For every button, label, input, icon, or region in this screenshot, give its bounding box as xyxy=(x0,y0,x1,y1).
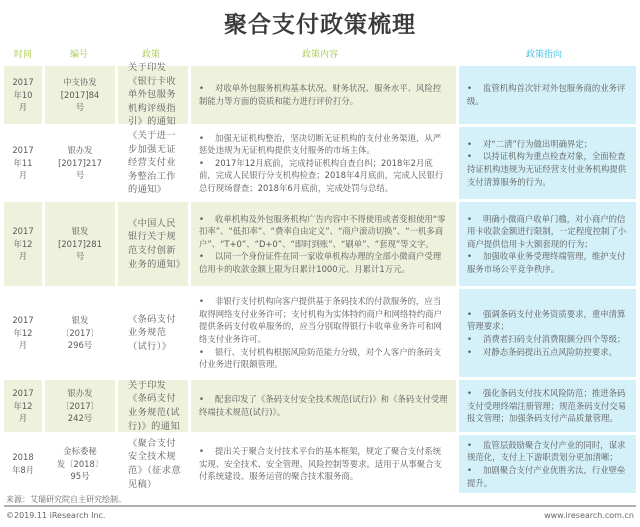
header-content: 政策内容 xyxy=(301,50,338,60)
time-cell xyxy=(4,380,42,432)
time-line: 月 xyxy=(18,340,28,351)
bullet-icon: • xyxy=(467,138,472,149)
content-bullet xyxy=(199,132,448,157)
table-row xyxy=(4,380,636,432)
source-note: 来源：艾瑞研究院自主研究绘制。 xyxy=(6,495,126,504)
time-cell xyxy=(4,289,42,377)
content-cell xyxy=(191,289,456,377)
time-line: 年12 xyxy=(13,327,33,338)
bullet-icon: • xyxy=(199,296,204,307)
content-bullet xyxy=(199,157,448,195)
policy-cell: 关于印发《条码支付业务规范(试行)》的通知 xyxy=(118,380,188,432)
policy-cell: 关于印发《银行卡收单外包服务机构评级指引》的通知 xyxy=(118,66,188,124)
number-line: 号 xyxy=(75,102,85,113)
guide-bullet xyxy=(467,308,628,333)
table-row xyxy=(4,202,636,286)
time-cell xyxy=(4,66,42,124)
bullet-icon: • xyxy=(467,213,472,224)
guide-bullet xyxy=(467,387,628,425)
time-line: 2017 xyxy=(12,388,34,399)
bullet-icon: • xyxy=(467,251,472,262)
bullet-icon: • xyxy=(467,465,472,475)
number-line: 〔2017〕 xyxy=(60,400,100,411)
table-row xyxy=(4,435,636,493)
guide-bullet xyxy=(467,213,628,251)
bullet-icon: • xyxy=(467,83,472,94)
header-policy: 政策 xyxy=(141,50,160,60)
number-line: [2017]217 xyxy=(58,157,102,168)
guide-cell xyxy=(459,66,636,124)
guide-text: 加剧聚合支付产业优胜劣汰，行业壁垒提升。 xyxy=(467,465,626,488)
time-line: 2018 xyxy=(12,452,34,463)
content-bullet xyxy=(199,346,448,371)
bullet-icon: • xyxy=(467,388,472,399)
number-cell xyxy=(45,66,115,124)
content-cell xyxy=(191,380,456,432)
time-line: 年11 xyxy=(13,157,33,168)
bullet-icon: • xyxy=(199,251,204,262)
number-line: 银发 xyxy=(71,315,89,326)
content-bullet xyxy=(199,445,448,483)
bullet-icon: • xyxy=(467,439,472,450)
guide-text: 监管机构首次针对外包服务商的业务评级。 xyxy=(467,83,626,106)
table-row xyxy=(4,289,636,377)
time-line: 月 xyxy=(18,102,28,113)
guide-cell xyxy=(459,289,636,377)
guide-bullet xyxy=(467,439,628,464)
content-text: 提出关于聚合支付技术平台的基本框架，规定了聚合支付系统实现、安全技术、安全管理、风险控制等要求。适用于从事聚合支付系统建设、服务运营的聚合技术服务商。 xyxy=(199,446,442,482)
number-cell xyxy=(45,202,115,286)
content-bullet xyxy=(199,295,448,345)
guide-text: 以持证机构为重点检查对象，全面检查持证机构违规为无证经营支付业务机构提供支付清算服务的行为。 xyxy=(467,151,627,187)
guide-cell xyxy=(459,380,636,432)
number-line: 银发 xyxy=(71,226,89,237)
guide-cell xyxy=(459,202,636,286)
content-cell xyxy=(191,202,456,286)
number-line: 中支协发 xyxy=(63,77,97,88)
number-line: 发〔2018〕 xyxy=(56,458,104,469)
content-text: 收单机构及外包服务机构广告内容中不得使用或者变相使用“零扣率”、“低扣率”、“费率自由定义”、“商户滚动切换”、“一机多商户”、“T+0”、“D+0”、“即时到账”、“刷单”、“套现”等文字。 xyxy=(199,213,446,249)
number-line: 号 xyxy=(75,170,85,181)
number-line: 银办发 xyxy=(67,388,93,399)
time-line: 年12 xyxy=(13,400,33,411)
number-line: 95号 xyxy=(70,471,90,482)
policy-cell: 《中国人民银行关于规范支付创新业务的通知》 xyxy=(118,202,188,286)
content-text: 以同一个身份证件在同一家收单机构办理的全部小微商户受理信用卡的收款金额上限为日累计1000元、月累计1万元。 xyxy=(199,251,442,274)
number-line: 金标委秘 xyxy=(63,446,97,457)
guide-bullet xyxy=(467,250,628,275)
table-row xyxy=(4,62,636,128)
policy-cell: 《关于进一步加强无证经营支付业务整治工作的通知》 xyxy=(118,127,188,199)
time-cell xyxy=(4,435,42,493)
content-text: 配套印发了《条码支付安全技术规范(试行)》和《条码支付受理终端技术规范(试行)》。 xyxy=(199,394,448,417)
content-bullet xyxy=(199,250,448,275)
content-cell xyxy=(191,435,456,493)
policy-cell: 《聚合支付安全技术规范》（征求意见稿） xyxy=(118,435,188,493)
guide-text: 消费者扫码支付消费限额分四个等级； xyxy=(483,334,626,344)
guide-text: 监管层鼓励聚合支付产业的同时，谋求规范化，支付上下游职责划分更加清晰； xyxy=(467,439,626,463)
guide-bullet xyxy=(467,150,628,188)
number-line: 号 xyxy=(75,251,85,262)
guide-text: 对静态条码提出五点风险防控要求。 xyxy=(483,346,617,357)
guide-cell xyxy=(459,127,636,199)
guide-text: 强化条码支付技术风险防范；推进条码支付受理终端注册管理；规范条码支付交易报文管理；加强条码支付产品质量管理。 xyxy=(467,388,627,424)
time-line: 月 xyxy=(18,170,28,181)
number-cell xyxy=(45,289,115,377)
time-line: 年10 xyxy=(13,89,33,100)
content-cell xyxy=(191,127,456,199)
bullet-icon: • xyxy=(467,346,472,357)
guide-text: 明确小微商户收单门槛，对小商户的信用卡收款金额进行限制，一定程度控制了小商户提供信用卡大额套现的行为； xyxy=(467,213,627,249)
header-time: 时间 xyxy=(13,50,32,60)
content-text: 非银行支付机构向客户提供基于条码技术的付款服务的，应当取得网络支付业务许可；支付机构为实体特约商户和网络特约商户提供条码支付收单服务的，应当分别取得银行卡收单业务许可和网络支付业务许可。 xyxy=(199,296,442,344)
content-text: 对收单外包服务机构基本状况、财务状况、服务水平、风险控制能力等方面的资质和能力进行评价打分。 xyxy=(199,83,442,106)
number-cell xyxy=(45,380,115,432)
website-link[interactable]: www.iresearch.com.cn xyxy=(544,511,634,520)
time-line: 年12 xyxy=(13,238,33,249)
content-bullet xyxy=(199,393,448,418)
guide-text: 加强收单业务受理终端管理，维护支付服务市场公平竞争秩序。 xyxy=(467,251,626,274)
content-bullet xyxy=(199,82,448,107)
bullet-icon: • xyxy=(199,132,204,143)
bullet-icon: • xyxy=(199,346,204,357)
guide-text: 对“二清”行为做出明确界定； xyxy=(483,138,593,149)
number-line: 296号 xyxy=(67,340,93,351)
bullet-icon: • xyxy=(199,213,204,224)
number-line: 242号 xyxy=(67,413,93,424)
bullet-icon: • xyxy=(467,334,472,344)
time-line: 月 xyxy=(18,251,28,262)
page-title: 聚合支付政策梳理 xyxy=(224,12,416,38)
number-line: 〔2017〕 xyxy=(60,327,100,338)
content-cell xyxy=(191,66,456,124)
time-cell xyxy=(4,202,42,286)
content-bullet xyxy=(199,213,448,251)
time-line: 2017 xyxy=(12,315,34,326)
copyright: ©2019.11 iResearch Inc. xyxy=(6,511,106,520)
time-line: 2017 xyxy=(12,77,34,88)
bullet-icon: • xyxy=(467,151,472,162)
time-cell xyxy=(4,127,42,199)
time-line: 2017 xyxy=(12,145,34,156)
number-cell xyxy=(45,127,115,199)
content-text: 加强无证机构整治，坚决切断无证机构的支付业务渠道，从严惩处违规为无证机构提供支付服务的市场主体。 xyxy=(199,132,442,156)
guide-text: 强调条码支付业务资质要求，重申清算管理要求； xyxy=(467,308,626,332)
bullet-icon: • xyxy=(199,394,204,405)
number-line: 银办发 xyxy=(67,145,93,156)
bullet-icon: • xyxy=(199,83,204,94)
content-text: 银行、支付机构根据风险防范能力分级，对个人客户的条码支付业务进行限额管理。 xyxy=(199,346,442,370)
guide-bullet xyxy=(467,82,628,107)
header-guide: 政策指向 xyxy=(525,50,562,60)
number-line: [2017]281 xyxy=(58,238,102,249)
guide-bullet xyxy=(467,464,628,489)
table-row xyxy=(4,127,636,199)
time-line: 年8月 xyxy=(11,465,35,475)
number-line: [2017]84 xyxy=(60,89,100,100)
time-line: 月 xyxy=(18,413,28,424)
bullet-icon: • xyxy=(199,446,204,457)
number-cell xyxy=(45,435,115,493)
bullet-icon: • xyxy=(199,157,204,168)
guide-bullet xyxy=(467,138,628,151)
guide-bullet xyxy=(467,333,628,346)
time-line: 2017 xyxy=(12,226,34,237)
guide-bullet xyxy=(467,346,628,359)
policy-cell: 《条码支付业务规范（试行）》 xyxy=(118,289,188,377)
bullet-icon: • xyxy=(467,308,472,319)
footer-divider xyxy=(4,505,636,507)
header-number: 编号 xyxy=(69,50,88,60)
content-text: 2017年12月底前，完成持证机构自查自纠；2018年2月底前，完成人民银行分支机构检查；2018年4月底前，完成人民银行总行现场督查；2018年6月底前，完成处罚与总结。 xyxy=(199,157,444,193)
guide-cell xyxy=(459,435,636,493)
